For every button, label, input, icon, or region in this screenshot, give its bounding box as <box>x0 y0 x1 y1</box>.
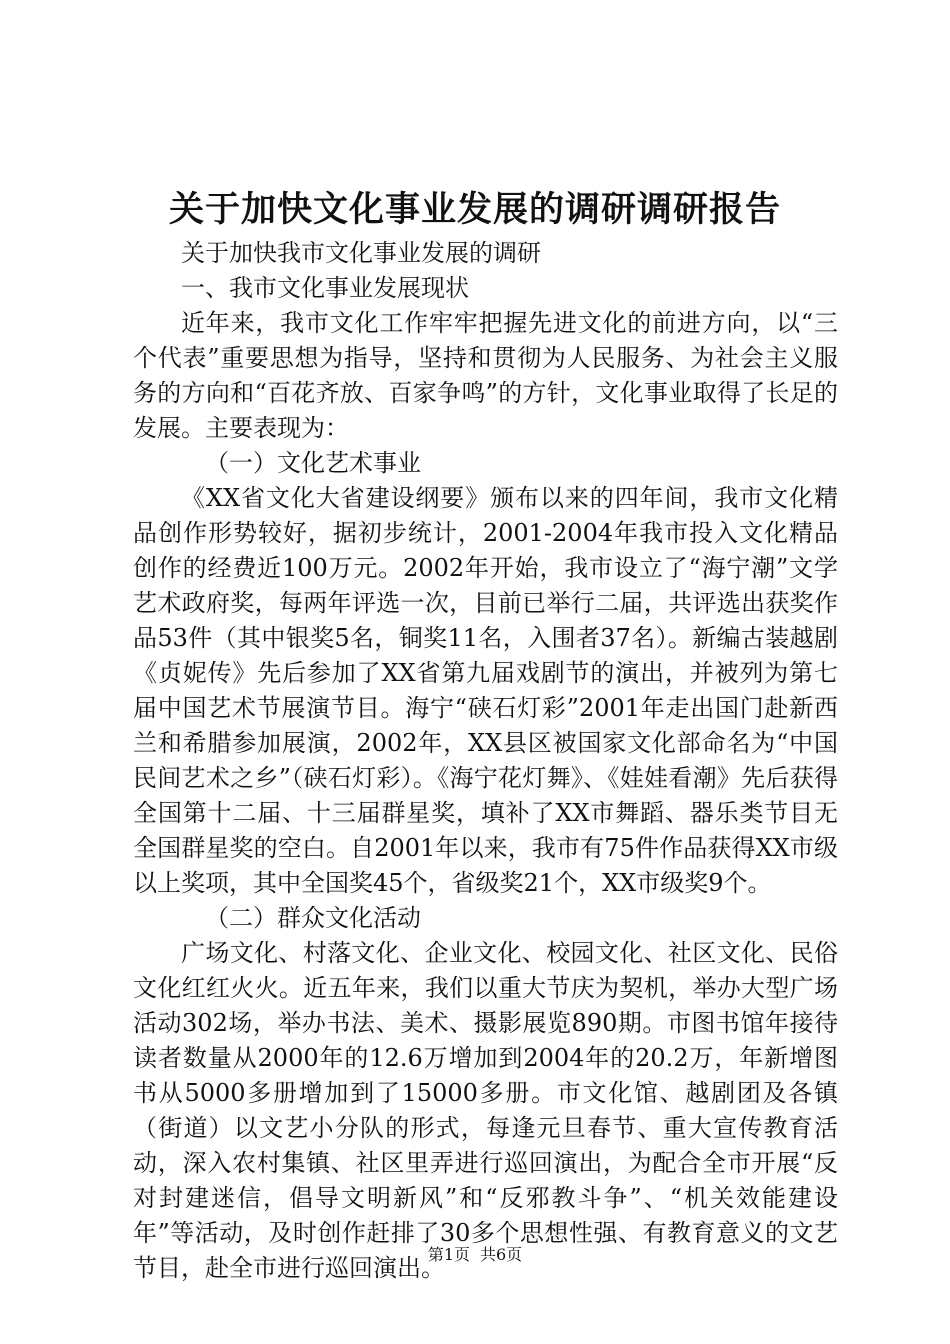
section-heading-main: 一、我市文化事业发展现状 <box>181 274 469 302</box>
section-heading-mass-culture: （二）群众文化活动 <box>205 904 421 932</box>
page-number: 第1页 <box>427 1245 470 1264</box>
document-subtitle: 关于加快我市文化事业发展的调研 <box>181 239 541 267</box>
page-total: 共6页 <box>480 1245 523 1264</box>
arts-paragraph: 《XX省文化大省建设纲要》颁布以来的四年间，我市文化精品创作形势较好，据初步统计，2001-2004年我市投入文化精品创作的经费近100万元。2002年开始，我市设立了“海宁潮”文学艺术政府奖，每两年评选一次，目前已举行二届，共评选出获奖作品53件（其中银奖5名，铜奖11名，入围者37名）。新编古装越剧《贞妮传》先后参加了XX省第九届戏剧节的演出，并被列为第七届中国艺术节展演节目。海宁“硖石灯彩”2001年走出国门赴新西兰和希腊参加展演，2002年，XX县区被国家文化部命名为“中国民间艺术之乡”（硖石灯彩）。《海宁花灯舞》、《娃娃看潮》先后获得全国第十二届、十三届群星奖，填补了XX市舞蹈、器乐类节目无全国群星奖的空白。自2001年以来，我市有75件作品获得XX市级以上奖项，其中全国奖45个，省级奖21个，XX市级奖9个。 <box>133 484 838 897</box>
document-body <box>133 236 838 1286</box>
section-heading-arts: （一）文化艺术事业 <box>205 449 421 477</box>
document-title: 关于加快文化事业发展的调研调研报告 <box>168 189 781 230</box>
intro-paragraph: 近年来，我市文化工作牢牢把握先进文化的前进方向，以“三个代表”重要思想为指导，坚持和贯彻为人民服务、为社会主义服务的方向和“百花齐放、百家争鸣”的方针，文化事业取得了长足的发展。主要表现为： <box>133 309 838 442</box>
page-footer <box>0 1244 950 1266</box>
mass-culture-paragraph: 广场文化、村落文化、企业文化、校园文化、社区文化、民俗文化红红火火。近五年来，我们以重大节庆为契机，举办大型广场活动302场，举办书法、美术、摄影展览890期。市图书馆年接待读者数量从2000年的12.6万增加到2004年的20.2万，年新增图书从5000多册增加到了15000多册。市文化馆、越剧团及各镇（街道）以文艺小分队的形式，每逢元旦春节、重大宣传教育活动，深入农村集镇、社区里弄进行巡回演出，为配合全市开展“反对封建迷信，倡导文明新风”和“反邪教斗争”、“机关效能建设年”等活动，及时创作赶排了30多个思想性强、有教育意义的文艺节目，赴全市进行巡回演出。 <box>133 939 838 1282</box>
